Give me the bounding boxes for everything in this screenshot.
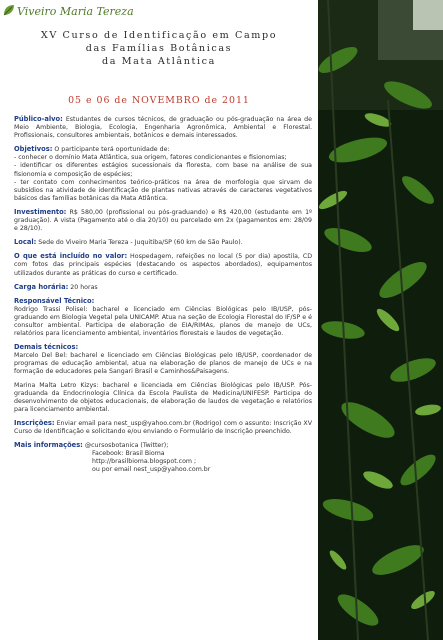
- title-line: da Mata Atlântica: [102, 56, 216, 67]
- inscricoes-section: [14, 419, 312, 436]
- incluido-section: [14, 252, 312, 277]
- flyer-body: [14, 115, 312, 474]
- objetivo-item: - ter contato com conhecimentos teórico-práticos na área de morfologia que sirvam de subsídios na atividade de identificação de plantas nativas através de caracteres vegetativos básicos das famílias botânicas da Mata Atlântica.: [14, 178, 312, 202]
- local-label: Local:: [14, 238, 37, 247]
- responsavel-section: [14, 297, 312, 338]
- carga-label: Carga horária:: [14, 282, 69, 291]
- forest-photo: [318, 0, 443, 640]
- incluido-text: Hospedagem, refeições no local (5 por dia) apostila, CD com fotos das principais espécies (destacando os aspectos abordados), equipamentos utilizados durante as práticas do curso e certificado.: [14, 253, 313, 277]
- logo: [2, 2, 134, 21]
- info-label: Mais informações:: [14, 441, 83, 450]
- logo-text: Viveiro Maria Tereza: [17, 5, 134, 18]
- demais-item: Marcelo Del Bel: bacharel e licenciado em Ciências Biológicas pelo IB/USP, coordenador de programas de educação ambiental, atua na elaboração de planos de manejo de UCs e na formação de educadores pela Sangari Brasil e Caminhos&Paisagens.: [14, 352, 312, 376]
- local-text: Sede do Viveiro Maria Tereza - Juquitiba/SP (60 km de São Paulo).: [36, 239, 243, 247]
- incluido-label: O que está incluído no valor:: [14, 252, 128, 261]
- info-line: http://brasilbioma.blogspot.com ;: [92, 458, 197, 466]
- demais-section-2: [14, 382, 312, 414]
- investimento-text: R$ 580,00 (profissional ou pós-graduando) e R$ 420,00 (estudante em 1º graduação). A vista (Pagamento até o dia 20/10) ou parcelado em 2x (pagamentos em: 28/09 e 28/10).: [14, 208, 312, 233]
- investimento-label: Investimento:: [14, 207, 67, 216]
- info-line: ou por email nest_usp@yahoo.com.br: [92, 466, 211, 474]
- course-date: 05 e 06 de NOVEMBRO de 2011: [68, 95, 250, 106]
- objetivo-item: - conhecer o domínio Mata Atlântica, sua origem, fatores condicionantes e fisionomias;: [14, 154, 287, 162]
- title-line: XV Curso de Identificação em Campo: [40, 30, 278, 41]
- demais-label: Demais técnicos:: [14, 343, 79, 352]
- info-line: Facebook: Brasil Bioma: [92, 450, 165, 458]
- publico-text: Estudantes de cursos técnicos, de graduação ou pós-graduação na área de Meio Ambiente, Biologia, Ecologia, Engenharia Agronômica, Ambiental e Florestal. Profissionais, consultores ambientais, botânicos e demais interessados.: [14, 116, 312, 140]
- carga-section: [14, 283, 312, 292]
- demais-item: Marina Malta Letro Kizys: bacharel e licenciada em Ciências Biológicas pelo IB/USP. Pós-graduanda da Endocrinologia Clínica da Escola Paulista de Medicina/UNIFESP. Participa do desenvolvimento de objetos educacionais, de elaboração de laudos de vegetação e relatórios para licenciamento ambiental.: [14, 381, 312, 413]
- objetivos-label: Objetivos:: [14, 145, 53, 154]
- inscricoes-text: Enviar email para nest_usp@yahoo.com.br (Rodrigo) com o assunto: Inscrição XV Curso de Identificação e solicitando e/ou enviando o Formulário de Inscrição preenchido.: [14, 419, 312, 435]
- leaf-icon: [2, 2, 16, 21]
- responsavel-text: Rodrigo Trassi Polisel: bacharel e licenciado em Ciências Biológicas pelo IB/USP, pós-graduando em Biologia Vegetal pela UNICAMP. Atua na seção de Ecologia Florestal do IF/SP e é consultor ambiental. Participa de elaboração de EIA/RIMAs, planos de manejo de UCs, relatórios para licenciamento ambiental, inventários florestais e laudos de vegetação.: [14, 305, 312, 338]
- title-line: das Famílias Botânicas: [85, 43, 233, 54]
- inscricoes-label: Inscrições:: [14, 418, 55, 427]
- investimento-section: [14, 208, 312, 233]
- local-section: [14, 238, 312, 247]
- objetivos-section: [14, 145, 312, 203]
- info-line: @cursosbotanica (Twitter);: [82, 442, 169, 450]
- publico-label: Público-alvo:: [14, 115, 63, 123]
- objetivo-item: - identificar os diferentes estágios sucessionais da floresta, com base na análise de sua fisionomia e composição de espécies;: [14, 162, 312, 178]
- objetivos-intro: O participante terá oportunidade de:: [52, 146, 170, 154]
- carga-text: 20 horas: [68, 283, 98, 291]
- responsavel-label: Responsável Técnico:: [14, 296, 95, 305]
- publico-section: [14, 115, 312, 140]
- info-section: [14, 441, 312, 474]
- course-title: [0, 29, 318, 68]
- demais-section: [14, 343, 312, 376]
